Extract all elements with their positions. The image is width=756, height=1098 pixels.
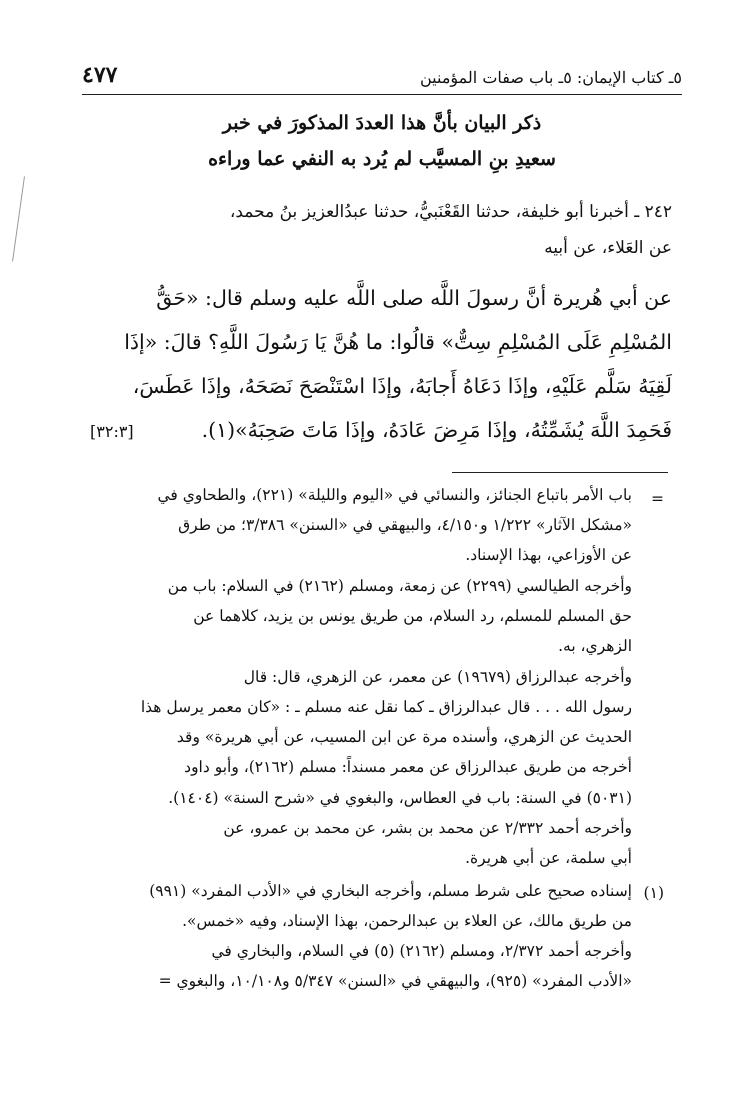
- hadith-citation: [٣٢:٣]: [90, 422, 134, 441]
- margin-pencil-mark: [12, 176, 25, 261]
- footnote-line: الزهري، به.: [558, 637, 632, 655]
- footnote-separator: [452, 472, 668, 473]
- hadith-isnad-line-1: ٢٤٢ ـ أخبرنا أبو خليفة، حدثنا القَعْنَبيُّ، حدثنا عبدُالعزيز بنُ محمد،: [229, 202, 672, 222]
- footnote-1-line: وأخرجه أحمد ٢/٣٧٢، ومسلم (٢١٦٢) (٥) في السلام، والبخاري في: [211, 942, 632, 960]
- footnote-line: عن الأوزاعي، بهذا الإسناد.: [465, 546, 632, 564]
- footnote-line: أبي سلمة، عن أبي هريرة.: [465, 849, 632, 867]
- footnote-line: وأخرجه عبدالرزاق (١٩٦٧٩) عن معمر، عن الزهري، قال: قال: [243, 668, 632, 686]
- footnote-line: (٥٠٣١) في السنة: باب في العطاس، والبغوي في «شرح السنة» (١٤٠٤).: [168, 789, 632, 807]
- footnote-line: أخرجه من طريق عبدالرزاق عن معمر مسنداً: مسلم (٢١٦٢)، وأبو داود: [184, 758, 632, 776]
- footnote-1-marker: (١): [643, 884, 664, 902]
- footnote-line: باب الأمر باتباع الجنائز، والنسائي في «اليوم والليلة» (٢٢١)، والطحاوي في: [157, 486, 632, 504]
- hadith-isnad-line-2: عن العَلاء، عن أبيه: [544, 238, 672, 258]
- footnote-line: رسول الله . . . قال عبدالرزاق ـ كما نقل عنه مسلم ـ : «كان معمر يرسل هذا: [140, 698, 632, 716]
- hadith-matn-line-4: فَحَمِدَ اللَّهَ يُشَمِّتُهُ، وإذَا مَرِضَ عَادَهُ، وإذَا مَاتَ صَحِبَهُ»(١).: [201, 418, 672, 442]
- footnote-1-line: «الأدب المفرد» (٩٢٥)، والبيهقي في «السنن» ٥/٣٤٧ و١٠/١٠٨، والبغوي =: [158, 972, 632, 990]
- footnote-line: وأخرجه الطيالسي (٢٢٩٩) عن زمعة، ومسلم (٢١٦٢) في السلام: باب من: [167, 577, 632, 595]
- hadith-matn-line-1: عن أبي هُريرة أنَّ رسولَ اللَّه صلى اللَّه عليه وسلم قال: «حَقُّ: [156, 286, 672, 310]
- footnote-1-line: إسناده صحيح على شرط مسلم، وأخرجه البخاري في «الأدب المفرد» (٩٩١): [149, 882, 632, 900]
- footnote-line: وأخرجه أحمد ٢/٣٣٢ عن محمد بن بشر، عن محمد بن عمرو، عن: [223, 819, 632, 837]
- chapter-title-line-1: ذكر البيان بأنَّ هذا العددَ المذكورَ في خبر: [222, 112, 542, 134]
- footnote-line: حق المسلم للمسلم، رد السلام، من طريق يونس بن يزيد، كلاهما عن: [193, 607, 632, 625]
- footnote-continuation-marker: =: [651, 490, 664, 508]
- chapter-title-line-2: سعيدِ بنِ المسيَّب لم يُرد به النفي عما وراءه: [208, 148, 556, 170]
- running-head: ٥ـ كتاب الإيمان: ٥ـ باب صفات المؤمنين: [419, 68, 682, 87]
- hadith-matn-line-2: المُسْلِمِ عَلَى المُسْلِمِ سِتٌّ» قالُوا: ما هُنَّ يَا رَسُولَ اللَّهِ؟ قالَ: «إذَا: [124, 330, 672, 354]
- hadith-matn-line-3: لَقِيَهُ سَلَّم عَلَيْهِ، وإذَا دَعَاهُ أَجابَهُ، وإذَا اسْتَنْصَحَ نَصَحَهُ، وإذَا عَطَسَ،: [132, 374, 672, 398]
- page-number: ٤٧٧: [82, 62, 118, 88]
- page-header: [82, 60, 682, 95]
- footnote-line: الحديث عن الزهري، وأسنده مرة عن ابن المسيب، عن أبي هريرة» وقد: [176, 728, 632, 746]
- footnote-1-line: من طريق مالك، عن العلاء بن عبدالرحمن، بهذا الإسناد، وفيه «خمس».: [182, 912, 632, 930]
- footnote-line: «مشكل الآثار» ١/٢٢٢ و٤/١٥٠، والبيهقي في «السنن» ٣/٣٨٦؛ من طرق: [178, 516, 632, 534]
